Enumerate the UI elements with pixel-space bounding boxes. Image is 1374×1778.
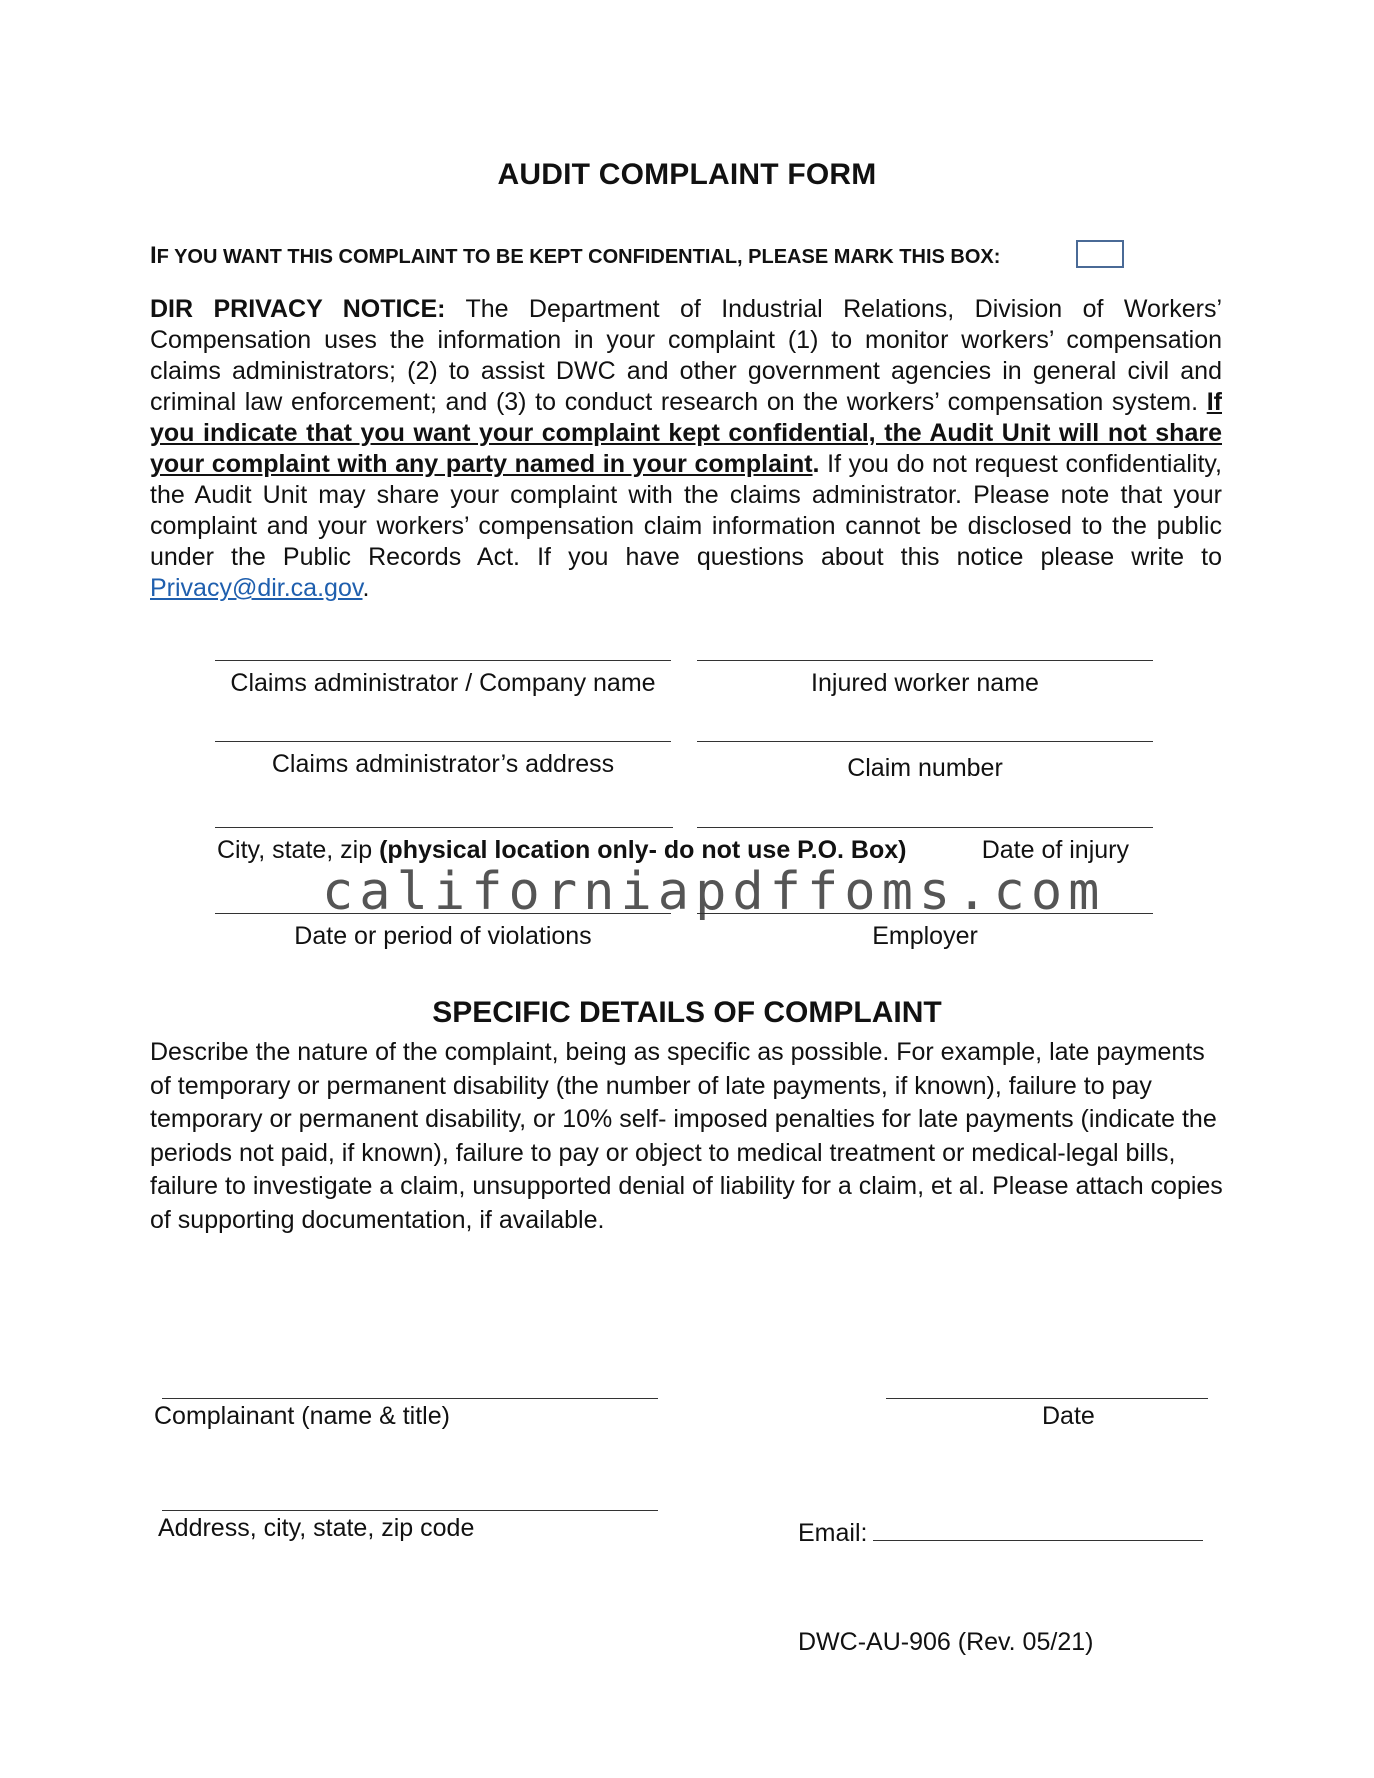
date-line[interactable]	[886, 1398, 1208, 1399]
city-state-zip-note: (physical location only- do not use P.O. Box)	[379, 836, 907, 864]
privacy-notice	[150, 294, 1222, 604]
address-line[interactable]	[162, 1510, 658, 1511]
privacy-email-link[interactable]: Privacy@dir.ca.gov	[150, 574, 363, 602]
watermark: californiapdffoms.com	[322, 862, 1106, 922]
email-blank-line[interactable]	[873, 1518, 1203, 1541]
company-name-label: Claims administrator / Company name	[230, 669, 656, 697]
address-label: Address, city, state, zip code	[158, 1514, 475, 1542]
admin-address-label: Claims administrator’s address	[271, 750, 615, 778]
complainant-line[interactable]	[162, 1398, 658, 1399]
city-state-zip-label: City, state, zip	[217, 836, 380, 864]
confidential-checkbox[interactable]	[1076, 240, 1124, 268]
injury-date-field[interactable]	[697, 827, 1153, 865]
injured-worker-field[interactable]	[697, 660, 1153, 698]
employer-field[interactable]	[697, 913, 1153, 951]
confidential-label	[150, 242, 1000, 270]
confidential-first-letter: I	[150, 242, 157, 269]
form-number: DWC-AU-906 (Rev. 05/21)	[798, 1628, 1094, 1656]
complainant-label: Complainant (name & title)	[154, 1402, 450, 1430]
injured-worker-label: Injured worker name	[811, 669, 1039, 697]
violation-period-field[interactable]	[215, 913, 671, 951]
company-name-field[interactable]	[215, 660, 671, 698]
violation-period-label: Date or period of violations	[294, 922, 592, 950]
privacy-notice-emphasis: If you indicate that you want your complaint kept confidential, the Audit Unit will not share your complaint with any party named in your complaint	[150, 388, 1222, 478]
privacy-notice-period: .	[812, 450, 820, 478]
confidential-label-text: F YOU WANT THIS COMPLAINT TO BE KEPT CONFIDENTIAL, PLEASE MARK THIS BOX:	[156, 246, 1001, 268]
privacy-notice-text-2: If you do not request confidentiality, the Audit Unit may share your complaint with the claims administrator. Please note that your complaint and your workers’ compensation claim information cannot be disclosed to the public under the Public Records Act. If you have questions about this notice please write to	[150, 450, 1223, 571]
claim-number-field[interactable]	[697, 741, 1153, 783]
privacy-notice-end: .	[362, 574, 370, 602]
privacy-notice-text-1: The Department of Industrial Relations, Division of Workers’ Compensation uses the information in your complaint (1) to monitor workers’ compensation claims administrators; (2) to assist DWC and other government agencies in general civil and criminal law enforcement; and (3) to conduct research on the workers’ compensation system.	[150, 295, 1222, 416]
details-instructions: Describe the nature of the complaint, being as specific as possible. For example, late payments of temporary or permanent disability (the number of late payments, if known), failure to pay temporary or permanent disability, or 10% self- imposed penalties for late payments (indicate the periods not paid, if known), failure to pay or object to medical treatment or medical-legal bills, failure to investigate a claim, unsupported denial of liability for a claim, et al. Please attach copies of supporting documentation, if available.	[150, 1038, 1223, 1234]
date-label: Date	[1042, 1402, 1095, 1430]
email-label: Email:	[798, 1519, 868, 1547]
claim-number-label: Claim number	[847, 754, 1003, 782]
employer-label: Employer	[872, 922, 978, 950]
injury-date-label: Date of injury	[981, 836, 1129, 864]
details-heading: SPECIFIC DETAILS OF COMPLAINT	[432, 996, 942, 1029]
form-title: AUDIT COMPLAINT FORM	[497, 158, 877, 191]
privacy-notice-lead: DIR PRIVACY NOTICE:	[150, 295, 446, 323]
email-field[interactable]	[798, 1518, 1203, 1548]
city-state-zip-field[interactable]	[215, 827, 907, 865]
admin-address-field[interactable]	[215, 741, 671, 779]
